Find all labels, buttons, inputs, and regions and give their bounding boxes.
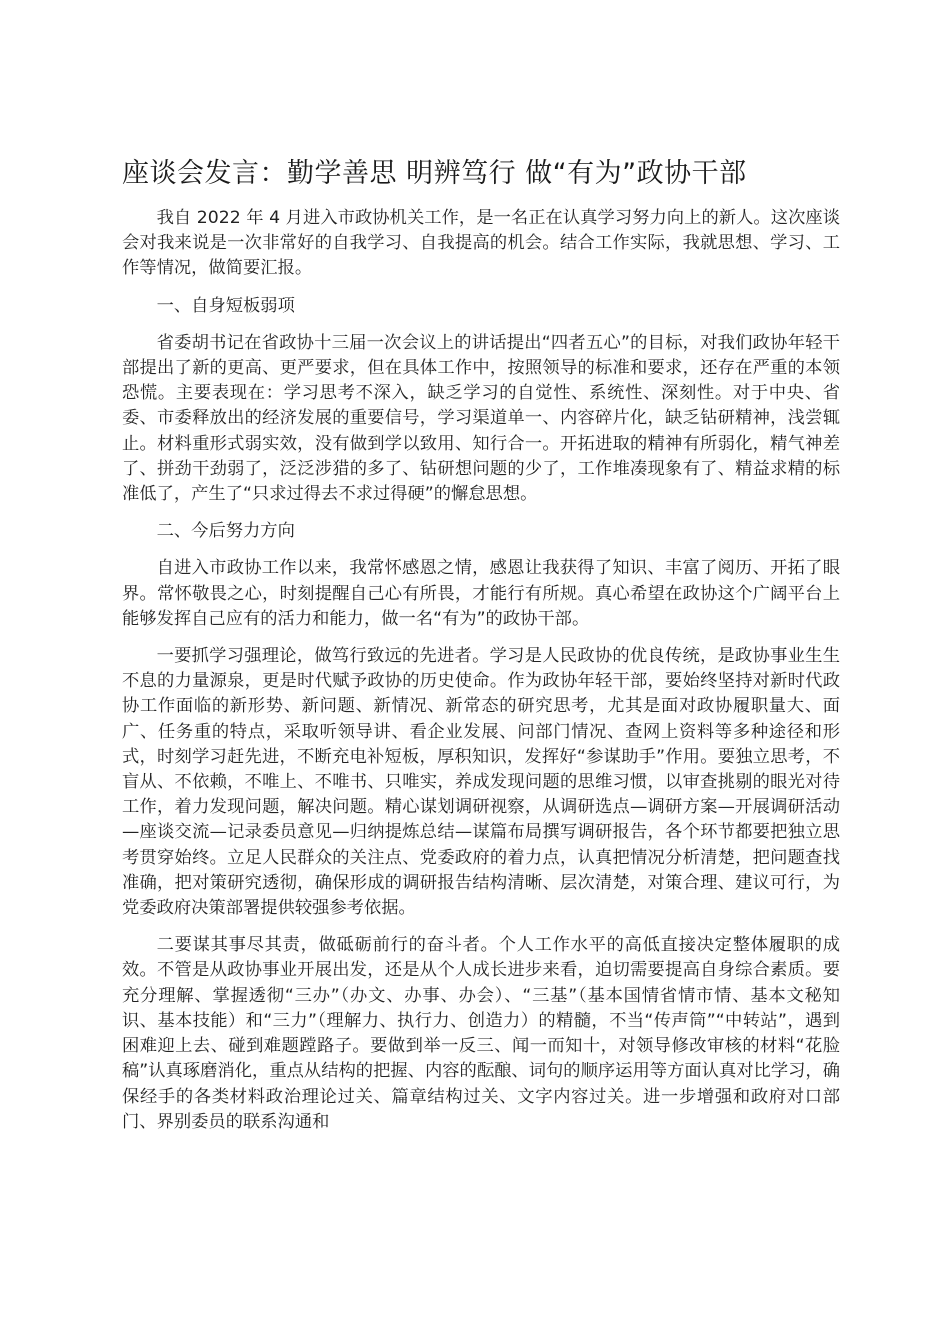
direction-paragraph-3: 二要谋其事尽其责，做砥砺前行的奋斗者。个人工作水平的高低直接决定整体履职的成效。不管是从政协事业开展出发，还是从个人成长进步来看，迫切需要提高自身综合素质。要充分理解、掌握透彻“三办”（办文、办事、办会）、“三基”（基本国情省情市情、基本文秘知识、基本技能）和“三力”（理解力、执行力、创造力）的精髓，不当“传声筒”“中转站”，遇到困难迎上去、碰到难题蹚路子。要做到举一反三、闻一而知十，对领导修改审核的材料“花脸稿”认真琢磨消化，重点从结构的把握、内容的酝酿、词句的顺序运用等方面认真对比学习，确保经手的各类材料政治理论过关、篇章结构过关、文字内容过关。进一步增强和政府对口部门、界别委员的联系沟通和 — [122, 935, 840, 1132]
direction-paragraph-2: 一要抓学习强理论，做笃行致远的先进者。学习是人民政协的优良传统，是政协事业生生不息的力量源泉，更是时代赋予政协的历史使命。作为政协年轻干部，要始终坚持对新时代政协工作面临的新形势、新问题、新情况、新常态的研究思考，尤其是面对政协履职量大、面广、任务重的特点，采取听领导讲、看企业发展、问部门情况、查网上资料等多种途径和形式，时刻学习赶先进，不断充电补短板，厚积知识，发挥好“参谋助手”作用。要独立思考，不盲从、不依赖，不唯上、不唯书、只唯实，养成发现问题的思维习惯，以审查挑剔的眼光对待工作，着力发现问题，解决问题。精心谋划调研视察，从调研选点—调研方案—开展调研活动—座谈交流—记录委员意见—归纳提炼总结—谋篇布局撰写调研报告，各个环节都要把独立思考贯穿始终。立足人民群众的关注点、党委政府的着力点，认真把情况分析清楚，把问题查找准确，把对策研究透彻，确保形成的调研报告结构清晰、层次清楚，对策合理、建议可行，为党委政府决策部署提供较强参考依据。 — [122, 646, 840, 919]
section-heading-direction: 二、今后努力方向 — [156, 521, 295, 542]
intro-paragraph: 我自 2022 年 4 月进入市政协机关工作，是一名正在认真学习努力向上的新人。这次座谈会对我来说是一次非常好的自我学习、自我提高的机会。结合工作实际，我就思想、学习、工作等情况，做简要汇报。 — [122, 208, 840, 279]
weaknesses-paragraph: 省委胡书记在省政协十三届一次会议上的讲话提出“四者五心”的目标，对我们政协年轻干部提出了新的更高、更严要求，但在具体工作中，按照领导的标准和要求，还存在严重的本领恐慌。主要表现在：学习思考不深入，缺乏学习的自觉性、系统性、深刻性。对于中央、省委、市委释放出的经济发展的重要信号，学习渠道单一、内容碎片化，缺乏钻研精神，浅尝辄止。材料重形式弱实效，没有做到学以致用、知行合一。开拓进取的精神有所弱化，精气神差了、拼劲干劲弱了，泛泛涉猎的多了、钻研想问题的少了，工作堆凑现象有了、精益求精的标准低了，产生了“只求过得去不求过得硬”的懈怠思想。 — [122, 332, 840, 505]
direction-paragraph-1: 自进入市政协工作以来，我常怀感恩之情，感恩让我获得了知识、丰富了阅历、开拓了眼界。常怀敬畏之心，时刻提醒自己心有所畏，才能行有所规。真心希望在政协这个广阔平台上能够发挥自己应有的活力和能力，做一名“有为”的政协干部。 — [122, 558, 840, 629]
document-title: 座谈会发言：勤学善思 明辨笃行 做“有为”政协干部 — [122, 158, 747, 189]
section-heading-weaknesses: 一、自身短板弱项 — [156, 295, 295, 316]
document-page — [122, 150, 840, 1147]
